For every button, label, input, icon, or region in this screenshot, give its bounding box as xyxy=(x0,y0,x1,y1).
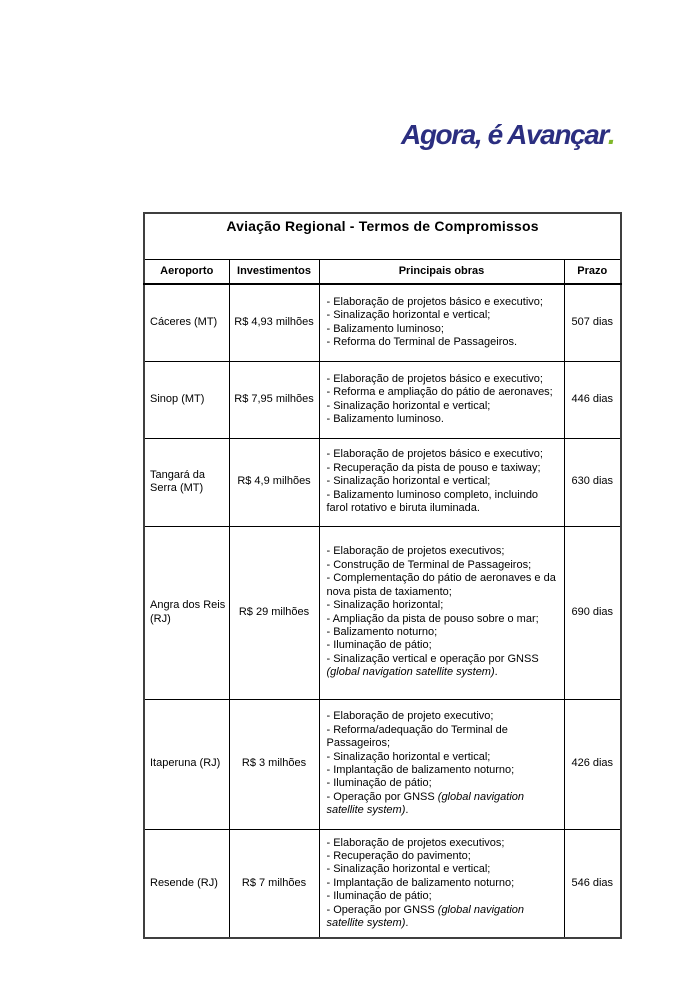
investment-cell: R$ 4,9 milhões xyxy=(229,438,319,526)
airport-cell: Resende (RJ) xyxy=(144,829,229,938)
works-cell xyxy=(319,829,564,938)
works-item: - Operação por GNSS (global navigation satellite system). xyxy=(326,790,525,817)
table-title-row xyxy=(144,213,621,259)
airport-cell: Tangará da Serra (MT) xyxy=(144,438,229,526)
works-item: - Reforma/adequação do Terminal de Passageiros; xyxy=(326,723,508,750)
airport-cell: Sinop (MT) xyxy=(144,361,229,438)
table-title: Aviação Regional - Termos de Compromissos xyxy=(144,213,621,259)
works-item: - Sinalização horizontal e vertical; xyxy=(326,475,491,488)
works-item: - Iluminação de pátio; xyxy=(326,890,432,903)
works-item: - Reforma e ampliação do pátio de aeronaves; xyxy=(326,386,553,399)
table-row xyxy=(144,284,621,361)
column-header-aeroporto: Aeroporto xyxy=(144,259,229,284)
column-header-prazo: Prazo xyxy=(564,259,621,284)
table-row xyxy=(144,699,621,829)
airport-cell: Itaperuna (RJ) xyxy=(144,699,229,829)
table-row xyxy=(144,526,621,699)
deadline-cell: 426 dias xyxy=(564,699,621,829)
airport-cell: Angra dos Reis (RJ) xyxy=(144,526,229,699)
works-cell xyxy=(319,284,564,361)
investment-cell: R$ 3 milhões xyxy=(229,699,319,829)
works-item: - Elaboração de projetos executivos; xyxy=(326,545,505,558)
column-header-principais-obras: Principais obras xyxy=(319,259,564,284)
investment-cell: R$ 4,93 milhões xyxy=(229,284,319,361)
logo-text: Agora, é Avançar xyxy=(401,119,608,150)
works-item: - Sinalização vertical e operação por GNSS (global navigation satellite system). xyxy=(326,652,539,679)
works-item: - Sinalização horizontal e vertical; xyxy=(326,399,491,412)
logo-dot: . xyxy=(607,119,616,150)
works-item: - Iluminação de pátio; xyxy=(326,777,432,790)
works-item: - Sinalização horizontal e vertical; xyxy=(326,863,491,876)
works-item: - Iluminação de pátio; xyxy=(326,639,432,652)
deadline-cell: 630 dias xyxy=(564,438,621,526)
works-item: - Elaboração de projetos executivos; xyxy=(326,836,505,849)
works-item: - Elaboração de projetos básico e executivo; xyxy=(326,448,543,461)
works-cell xyxy=(319,438,564,526)
table-header-row xyxy=(144,259,621,284)
works-item: - Elaboração de projetos básico e executivo; xyxy=(326,295,543,308)
airport-cell: Cáceres (MT) xyxy=(144,284,229,361)
table-row xyxy=(144,829,621,938)
works-item: - Ampliação da pista de pouso sobre o mar; xyxy=(326,612,539,625)
deadline-cell: 446 dias xyxy=(564,361,621,438)
works-item: - Operação por GNSS (global navigation satellite system). xyxy=(326,903,525,929)
works-item: - Construção de Terminal de Passageiros; xyxy=(326,558,532,571)
works-item: - Balizamento luminoso; xyxy=(326,322,444,335)
works-item: - Reforma do Terminal de Passageiros. xyxy=(326,336,518,349)
investment-cell: R$ 7,95 milhões xyxy=(229,361,319,438)
works-item: - Complementação do pátio de aeronaves e da nova pista de taxiamento; xyxy=(326,572,556,598)
table-row xyxy=(144,361,621,438)
works-cell xyxy=(319,699,564,829)
works-item: - Sinalização horizontal e vertical; xyxy=(326,309,491,322)
works-item: - Elaboração de projetos básico e executivo; xyxy=(326,372,543,385)
deadline-cell: 690 dias xyxy=(564,526,621,699)
works-item: - Balizamento noturno; xyxy=(326,625,438,638)
works-item: - Recuperação da pista de pouso e taxiway; xyxy=(326,461,541,474)
works-item: - Recuperação do pavimento; xyxy=(326,849,471,862)
works-item: - Balizamento luminoso completo, incluindo farol rotativo e biruta iluminada. xyxy=(326,488,539,515)
column-header-investimentos: Investimentos xyxy=(229,259,319,284)
works-item: - Implantação de balizamento noturno; xyxy=(326,764,515,776)
program-logo xyxy=(401,119,616,151)
works-item: - Balizamento luminoso. xyxy=(326,412,444,425)
deadline-cell: 546 dias xyxy=(564,829,621,938)
works-cell xyxy=(319,526,564,699)
table-row xyxy=(144,438,621,526)
works-item: - Implantação de balizamento noturno; xyxy=(326,876,515,889)
investment-cell: R$ 29 milhões xyxy=(229,526,319,699)
investment-cell: R$ 7 milhões xyxy=(229,829,319,938)
works-item: - Sinalização horizontal; xyxy=(326,599,444,612)
works-cell xyxy=(319,361,564,438)
deadline-cell: 507 dias xyxy=(564,284,621,361)
commitments-table xyxy=(143,212,622,939)
works-item: - Elaboração de projeto executivo; xyxy=(326,710,494,723)
works-item: - Sinalização horizontal e vertical; xyxy=(326,750,491,763)
